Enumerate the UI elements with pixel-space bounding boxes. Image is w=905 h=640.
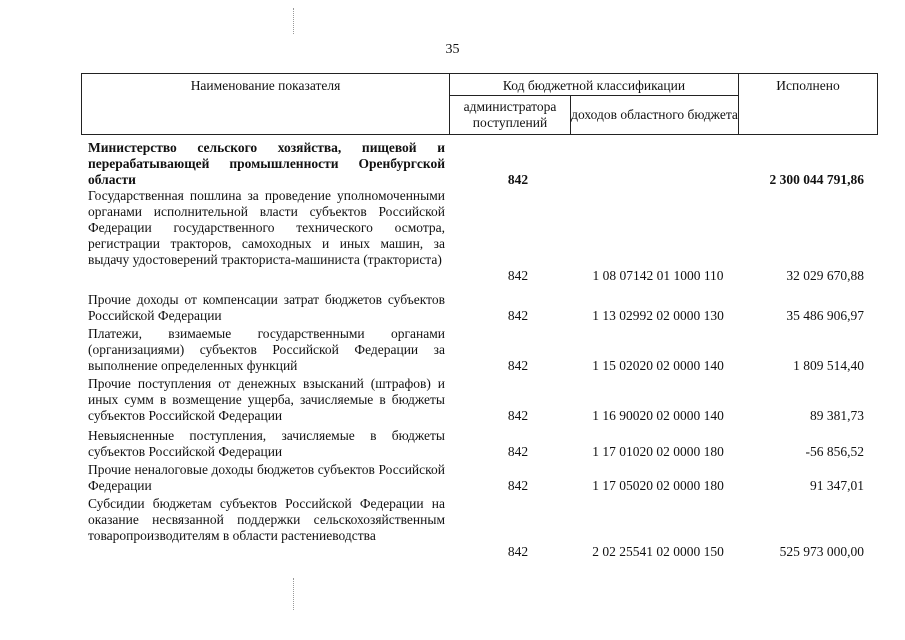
header-name-column: Наименование показателя	[81, 73, 450, 135]
indicator-name: Прочие неналоговые доходы бюджетов субъектов Российской Федерации	[88, 462, 445, 493]
admin-code: 842	[507, 544, 529, 559]
admin-code: 842	[507, 172, 529, 187]
income-code: 1 08 07142 01 1000 110	[592, 268, 724, 283]
income-code: 1 16 90020 02 0000 140	[592, 408, 724, 423]
income-code: 1 17 05020 02 0000 180	[592, 478, 724, 493]
table-row	[88, 376, 878, 424]
indicator-name: Прочие поступления от денежных взысканий (штрафов) и иных сумм в возмещение ущерба, зачисляемые в бюджеты субъектов Российской Федерации	[88, 376, 445, 423]
admin-code: 842	[507, 358, 529, 373]
executed-amount: 1 809 514,40	[793, 358, 864, 373]
admin-code: 842	[507, 444, 529, 459]
table-row	[88, 428, 878, 460]
table-row	[88, 462, 878, 494]
table-row	[88, 292, 878, 324]
table-row	[88, 496, 878, 560]
table-row	[88, 140, 878, 188]
executed-amount: 2 300 044 791,86	[769, 172, 864, 187]
executed-amount: 525 973 000,00	[779, 544, 864, 559]
header-income-column: доходов областного бюджета	[570, 95, 739, 135]
executed-amount: 32 029 670,88	[786, 268, 864, 283]
admin-code: 842	[507, 268, 529, 283]
income-code: 1 17 01020 02 0000 180	[592, 444, 724, 459]
top-page-marker	[293, 8, 294, 34]
executed-amount: 89 381,73	[810, 408, 864, 423]
indicator-name: Невыясненные поступления, зачисляемые в бюджеты субъектов Российской Федерации	[88, 428, 445, 459]
indicator-name: Министерство сельского хозяйства, пищевой и перерабатывающей промышленности Оренбургской области	[88, 140, 445, 187]
table-row	[88, 188, 878, 284]
income-code: 1 15 02020 02 0000 140	[592, 358, 724, 373]
header-admin-column: администратора поступлений	[449, 95, 571, 135]
indicator-name: Платежи, взимаемые государственными органами (организациями) субъектов Российской Федерации за выполнение определенных функций	[88, 326, 445, 373]
indicator-name: Государственная пошлина за проведение уполномоченными органами исполнительной власти субъектов Российской Федерации государственного технического осмотра, регистрации тракторов, самоходных и иных машин, за выдачу удостоверений тракториста-машиниста (тракториста)	[88, 188, 445, 267]
admin-code: 842	[507, 478, 529, 493]
admin-code: 842	[507, 308, 529, 323]
income-code: 2 02 25541 02 0000 150	[592, 544, 724, 559]
executed-amount: 35 486 906,97	[786, 308, 864, 323]
header-executed-column: Исполнено	[738, 73, 878, 135]
executed-amount: 91 347,01	[810, 478, 864, 493]
indicator-name: Прочие доходы от компенсации затрат бюджетов субъектов Российской Федерации	[88, 292, 445, 323]
bottom-page-marker	[293, 578, 294, 610]
page-number: 35	[445, 42, 460, 57]
table-row	[88, 326, 878, 374]
income-code: 1 13 02992 02 0000 130	[592, 308, 724, 323]
admin-code: 842	[507, 408, 529, 423]
header-code-group: Код бюджетной классификации	[449, 73, 739, 96]
indicator-name: Субсидии бюджетам субъектов Российской Федерации на оказание несвязанной поддержки сельскохозяйственным товаропроизводителям в области растениеводства	[88, 496, 445, 543]
executed-amount: -56 856,52	[805, 444, 864, 459]
